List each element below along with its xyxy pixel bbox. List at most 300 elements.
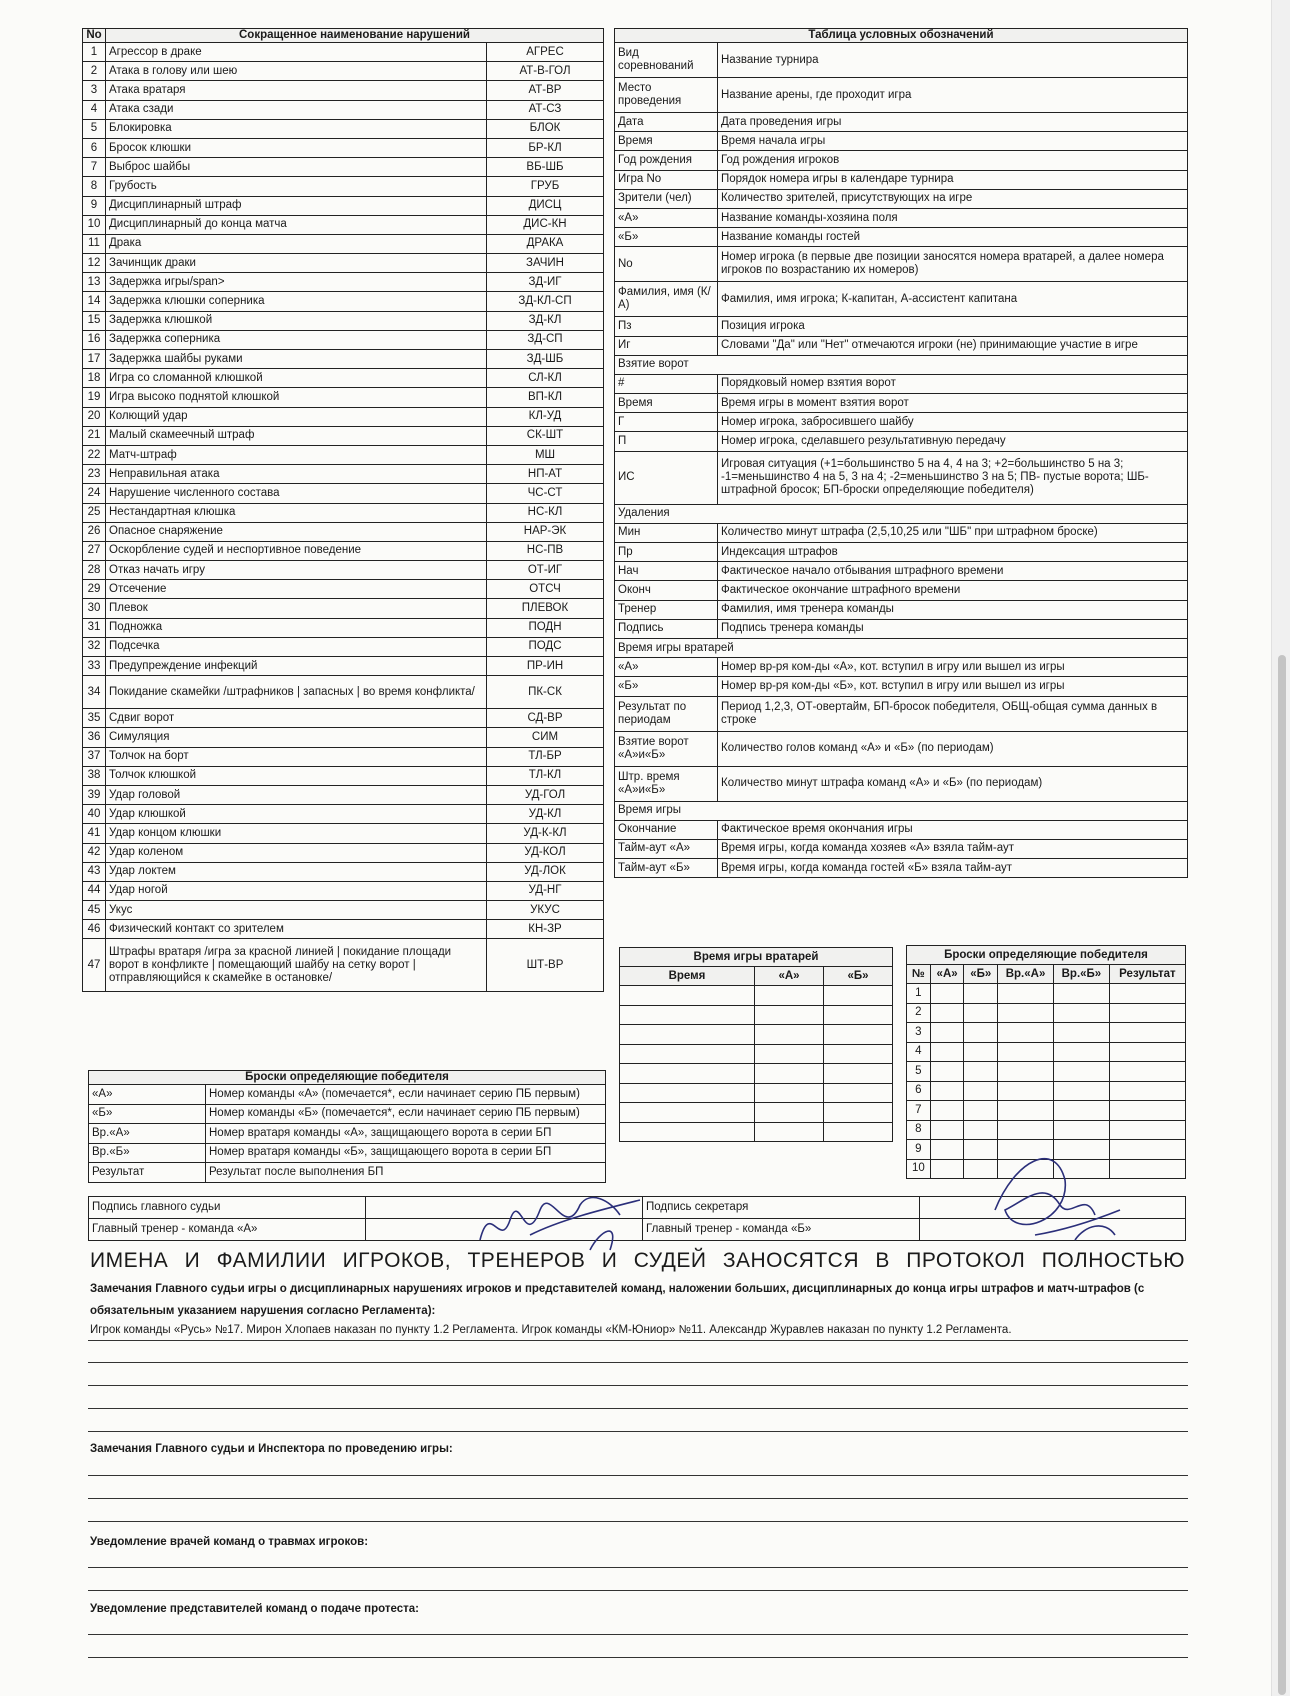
violation-name: Удар клюшкой [106,805,487,824]
violation-name: Дисциплинарный штраф [106,196,487,215]
violation-row [83,292,604,311]
violation-row [83,657,604,676]
legend-key: Вид соревнований [615,43,718,78]
shootout-cell[interactable] [964,1120,998,1140]
violation-row [83,215,604,234]
violation-number: 6 [83,138,106,157]
injuries-line[interactable] [88,1590,1188,1591]
violation-code: ГРУБ [487,177,604,196]
legend-key: Пз [615,317,718,336]
violation-row [83,138,604,157]
violation-name: Подсечка [106,637,487,656]
shootout-col-header: Результат [1109,965,1185,984]
violation-number: 5 [83,119,106,138]
shootout-cell[interactable] [930,1042,964,1062]
violation-code: ЗАЧИН [487,254,604,273]
violation-row [83,747,604,766]
violation-name: Дисциплинарный до конца матча [106,215,487,234]
violation-code: БР-КЛ [487,138,604,157]
legend-key: No [615,247,718,282]
legend-row [615,132,1188,151]
shootout-cell[interactable] [930,1003,964,1023]
legend-value: Номер вр-ря ком-ды «А», кот. вступил в игру или вышел из игры [718,658,1188,677]
shootout-cell[interactable] [1053,1062,1109,1082]
violation-number: 19 [83,388,106,407]
violation-number: 46 [83,920,106,939]
legend-key: «Б» [615,228,718,247]
violation-row [83,805,604,824]
legend-value: Время начала игры [718,132,1188,151]
goalie-time-cell[interactable] [620,1044,755,1064]
violation-code: ВП-КЛ [487,388,604,407]
violation-code: ПОДН [487,618,604,637]
shootout-legend-value: Результат после выполнения БП [206,1163,606,1183]
banner-word: ИГРОКОВ, [342,1249,452,1272]
violation-row [83,901,604,920]
violation-name: Задержка шайбы руками [106,350,487,369]
legend-value: Номер игрока, сделавшего результативную передачу [718,432,1188,451]
legend-section-title: Время игры [615,801,1188,820]
violations-header-name: Сокращенное наименование нарушений [106,29,604,43]
shootout-cell[interactable] [1109,1003,1185,1023]
goalie-time-cell[interactable] [620,1083,755,1103]
violation-row [83,522,604,541]
shootout-cell[interactable] [998,1120,1054,1140]
remark-line [88,1385,1188,1386]
violation-number: 40 [83,805,106,824]
shootout-cell[interactable] [930,1062,964,1082]
violation-number: 9 [83,196,106,215]
legend-key: Мин [615,523,718,542]
violation-row [83,862,604,881]
violation-number: 33 [83,657,106,676]
legend-key: Оконч [615,581,718,600]
legend-row [615,766,1188,801]
shootout-legend-key: «Б» [89,1104,206,1124]
banner-word: И [184,1249,201,1272]
violation-name: Нестандартная клюшка [106,503,487,522]
violation-row [83,350,604,369]
shootout-row [907,1042,1186,1062]
violation-code: АГРЕС [487,43,604,62]
legend-value: Индексация штрафов [718,543,1188,562]
violation-name: Отсечение [106,580,487,599]
legend-value: Фактическое время окончания игры [718,820,1188,839]
legend-row [615,562,1188,581]
violation-number: 43 [83,862,106,881]
violation-name: Драка [106,234,487,253]
legend-key: Зрители (чел) [615,189,718,208]
goalie-time-cell[interactable] [824,1025,893,1045]
violation-code: УКУС [487,901,604,920]
goalie-time-col-time: Время [620,967,755,986]
legend-key: Время [615,394,718,413]
violation-code: ЗД-КЛ-СП [487,292,604,311]
violation-code: УД-КОЛ [487,843,604,862]
legend-key: Подпись [615,619,718,638]
violation-row [83,580,604,599]
legend-row [615,43,1188,78]
shootout-legend-title: Броски определяющие победителя [89,1071,606,1085]
violation-name: Игра высоко поднятой клюшкой [106,388,487,407]
violation-code: ПЛЕВОК [487,599,604,618]
goalie-time-cell[interactable] [755,1005,824,1025]
shootout-cell[interactable] [998,984,1054,1004]
violation-name: Отказ начать игру [106,561,487,580]
violation-code: ДРАКА [487,234,604,253]
shootout-cell[interactable] [998,1062,1054,1082]
legend-row [615,451,1188,504]
violation-row [83,426,604,445]
legend-key: «А» [615,208,718,227]
violation-row [83,273,604,292]
banner-word: ТРЕНЕРОВ [467,1249,586,1272]
goalie-time-cell[interactable] [620,986,755,1006]
violation-code: КН-ЗР [487,920,604,939]
violation-row [83,311,604,330]
legend-title: Таблица условных обозначений [615,29,1188,43]
violation-row [83,881,604,900]
violation-code: ЗД-КЛ [487,311,604,330]
legend-key: Фамилия, имя (К/А) [615,282,718,317]
goalie-time-cell[interactable] [755,1044,824,1064]
goalie-time-cell[interactable] [755,1083,824,1103]
goalie-time-cell[interactable] [824,1064,893,1084]
violation-name: Толчок на борт [106,747,487,766]
shootout-cell[interactable] [964,1023,998,1043]
shootout-cell[interactable] [1053,984,1109,1004]
legend-row [615,113,1188,132]
goalie-time-cell[interactable] [824,1083,893,1103]
shootout-cell[interactable] [930,1101,964,1121]
violation-number: 22 [83,445,106,464]
legend-section-title: Удаления [615,504,1188,523]
inspector-remarks-label: Замечания Главного судьи и Инспектора по проведению игры: [90,1443,453,1455]
legend-value: Количество минут штрафа команд «А» и «Б» (по периодам) [718,766,1188,801]
violation-name: Задержка игры/span> [106,273,487,292]
legend-section-row [615,638,1188,657]
violation-row [83,676,604,709]
violation-number: 29 [83,580,106,599]
legend-value: Игровая ситуация (+1=большинство 5 на 4, 4 на 3; +2=большинство 5 на 3; -1=меньшинство 4 на 5, 3 на 4; -2=меньшинство 3 на 5; ПВ- пустые ворота; ШБ-штрафной бросок; БП-броски определяющие победителя) [718,451,1188,504]
shootout-legend-value: Номер команды «Б» (помечается*, если начинает серию ПБ первым) [206,1104,606,1124]
shootout-cell[interactable] [998,1003,1054,1023]
legend-value: Позиция игрока [718,317,1188,336]
legend-row [615,523,1188,542]
goalie-time-cell[interactable] [824,1122,893,1142]
shootout-row [907,1120,1186,1140]
violation-name: Плевок [106,599,487,618]
goalie-time-row [620,1005,893,1025]
goalie-time-cell[interactable] [620,1122,755,1142]
violation-row [83,81,604,100]
violation-number: 45 [83,901,106,920]
violation-name: Атака сзади [106,100,487,119]
violation-name: Малый скамеечный штраф [106,426,487,445]
legend-key: Нач [615,562,718,581]
goalie-time-cell[interactable] [620,1025,755,1045]
legend-key: Пр [615,543,718,562]
banner-word: ПРОТОКОЛ [906,1249,1026,1272]
violation-number: 12 [83,254,106,273]
legend-key: Дата [615,113,718,132]
violation-number: 11 [83,234,106,253]
violation-code: ОТСЧ [487,580,604,599]
shootout-legend-table [88,1070,606,1183]
goalie-time-cell[interactable] [824,1103,893,1123]
violation-name: Удар ногой [106,881,487,900]
shootout-cell[interactable] [1053,1101,1109,1121]
shootout-cell[interactable] [1053,1023,1109,1043]
violation-code: ЗД-СП [487,330,604,349]
shootout-cell[interactable] [964,1042,998,1062]
shootout-legend-value: Номер вратаря команды «А», защищающего ворота в серии БП [206,1124,606,1144]
legend-value: Фамилия, имя тренера команды [718,600,1188,619]
shootout-row [907,984,1186,1004]
violation-number: 21 [83,426,106,445]
legend-section-row [615,504,1188,523]
violation-row [83,824,604,843]
shootout-cell[interactable] [1109,1101,1185,1121]
shootout-cell[interactable] [964,1003,998,1023]
legend-key: П [615,432,718,451]
shootout-legend-row [89,1104,606,1124]
violation-name: Сдвиг ворот [106,709,487,728]
violation-name: Удар концом клюшки [106,824,487,843]
violation-number: 47 [83,939,106,992]
legend-value: Подпись тренера команды [718,619,1188,638]
violation-code: МШ [487,445,604,464]
shootout-cell[interactable] [964,1081,998,1101]
shootout-cell[interactable] [1053,1120,1109,1140]
violation-code: ДИСЦ [487,196,604,215]
shootout-cell[interactable] [1053,1042,1109,1062]
goalie-time-cell[interactable] [824,1005,893,1025]
violations-table [82,28,604,992]
legend-value: Фактическое начало отбывания штрафного времени [718,562,1188,581]
names-notice-banner [90,1249,1185,1273]
shootout-cell[interactable] [964,984,998,1004]
shootout-col-header: «А» [930,965,964,984]
goalie-time-table [619,947,893,1142]
shootout-legend-key: Вр.«А» [89,1124,206,1144]
violation-number: 32 [83,637,106,656]
violation-code: СЛ-КЛ [487,369,604,388]
violation-name: Атака в голову или шею [106,62,487,81]
secretary-signature-scribble [975,1140,1125,1250]
legend-row [615,394,1188,413]
shootout-cell[interactable] [930,984,964,1004]
banner-word: ФАМИЛИИ [216,1249,327,1272]
legend-key: ИС [615,451,718,504]
violation-number: 14 [83,292,106,311]
shootout-cell[interactable] [998,1081,1054,1101]
violation-name: Покидание скамейки /штрафников | запасных | во время конфликта/ [106,676,487,709]
banner-word: ЗАНОСЯТСЯ [722,1249,859,1272]
goalie-time-cell[interactable] [824,1044,893,1064]
goalie-time-cell[interactable] [755,1064,824,1084]
violation-row [83,445,604,464]
protest-line[interactable] [88,1634,1188,1635]
violation-name: Неправильная атака [106,465,487,484]
violations-header-no: No [83,29,106,43]
inspector-remark-line[interactable] [88,1498,1188,1499]
violation-row [83,100,604,119]
legend-row [615,282,1188,317]
goalie-time-row [620,1025,893,1045]
shootout-cell[interactable] [998,1042,1054,1062]
legend-key: Тайм-аут «А» [615,839,718,858]
violation-code: НС-ПВ [487,541,604,560]
shootout-cell[interactable] [998,1101,1054,1121]
violation-row [83,62,604,81]
legend-value: Номер игрока, забросившего шайбу [718,413,1188,432]
goalie-time-cell[interactable] [620,1064,755,1084]
vertical-scrollbar[interactable] [1271,0,1290,1696]
violation-code: УД-К-КЛ [487,824,604,843]
violation-name: Симуляция [106,728,487,747]
violation-code: УД-КЛ [487,805,604,824]
violation-name: Задержка клюшкой [106,311,487,330]
violation-number: 42 [83,843,106,862]
violation-code: ПК-СК [487,676,604,709]
legend-key: «А» [615,658,718,677]
shootout-row-number: 10 [907,1159,931,1179]
violation-name: Удар головой [106,785,487,804]
injuries-line[interactable] [88,1567,1188,1568]
violation-number: 26 [83,522,106,541]
violation-row [83,388,604,407]
goalie-time-cell[interactable] [755,986,824,1006]
violation-name: Удар коленом [106,843,487,862]
legend-key: Иг [615,336,718,355]
shootout-cell[interactable] [930,1081,964,1101]
shootout-row-number: 1 [907,984,931,1004]
violation-row [83,637,604,656]
shootout-cell[interactable] [1109,984,1185,1004]
violation-row [83,234,604,253]
shootout-row-number: 6 [907,1081,931,1101]
legend-key: «Б» [615,677,718,696]
legend-value: Название команды гостей [718,228,1188,247]
remark-line [88,1431,1188,1432]
shootout-cell[interactable] [930,1159,964,1179]
legend-value: Количество голов команд «А» и «Б» (по периодам) [718,731,1188,766]
shootout-row-number: 8 [907,1120,931,1140]
disciplinary-remarks-text[interactable]: Игрок команды «Русь» №17. Мирон Хлопаев наказан по пункту 1.2 Регламента. Игрок команды «КМ-Юниор» №11. Александр Журавлев наказан по пункту 1.2 Регламента. [90,1324,1012,1336]
violation-row [83,177,604,196]
shootout-cell[interactable] [1053,1081,1109,1101]
violation-row [83,330,604,349]
shootout-cell[interactable] [1053,1003,1109,1023]
violation-row [83,599,604,618]
violation-number: 27 [83,541,106,560]
goalie-time-cell[interactable] [824,986,893,1006]
violation-code: ЗД-ШБ [487,350,604,369]
shootout-cell[interactable] [1109,1042,1185,1062]
shootout-cell[interactable] [930,1023,964,1043]
banner-word: В [875,1249,890,1272]
legend-key: Игра No [615,170,718,189]
legend-row [615,170,1188,189]
violation-code: УД-ГОЛ [487,785,604,804]
shootout-row [907,1062,1186,1082]
violation-row [83,785,604,804]
shootout-row-number: 5 [907,1062,931,1082]
goalie-time-cell[interactable] [755,1025,824,1045]
legend-value: Дата проведения игры [718,113,1188,132]
violation-code: ПОДС [487,637,604,656]
legend-value: Номер игрока (в первые две позиции заносятся номера вратарей, а далее номера игроков по возрастанию их номеров) [718,247,1188,282]
injuries-notice-label: Уведомление врачей команд о травмах игроков: [90,1536,369,1548]
shootout-cell[interactable] [930,1140,964,1160]
legend-row [615,600,1188,619]
violation-number: 13 [83,273,106,292]
violation-name: Удар локтем [106,862,487,881]
goalie-time-cell[interactable] [620,1103,755,1123]
violation-code: ОТ-ИГ [487,561,604,580]
legend-key: Окончание [615,820,718,839]
inspector-remark-line[interactable] [88,1521,1188,1522]
shootout-row-number: 9 [907,1140,931,1160]
shootout-col-header: № [907,965,931,984]
violation-row [83,465,604,484]
violation-number: 8 [83,177,106,196]
shootout-cell[interactable] [964,1062,998,1082]
violation-number: 38 [83,766,106,785]
violation-code: КЛ-УД [487,407,604,426]
legend-value: Название арены, где проходит игра [718,78,1188,113]
violation-row [83,254,604,273]
legend-row [615,677,1188,696]
shootout-cell[interactable] [930,1120,964,1140]
shootout-row [907,1003,1186,1023]
shootout-cell[interactable] [998,1023,1054,1043]
shootout-cell[interactable] [1109,1023,1185,1043]
goalie-time-cell[interactable] [620,1005,755,1025]
violation-number: 4 [83,100,106,119]
coach-b-signature-label: Главный тренер - команда «Б» [643,1219,920,1241]
goalie-time-cell[interactable] [755,1103,824,1123]
violation-name: Колющий удар [106,407,487,426]
violation-name: Штрафы вратаря /игра за красной линией | покидание площади ворот в конфликте | помещающий шайбу на сетку ворот |отправляющийся к скамейке в остановке/ [106,939,487,992]
goalie-time-cell[interactable] [755,1122,824,1142]
shootout-cell[interactable] [1109,1081,1185,1101]
violation-number: 1 [83,43,106,62]
shootout-cell[interactable] [1109,1120,1185,1140]
violation-code: ТЛ-КЛ [487,766,604,785]
legend-key: Результат по периодам [615,696,718,731]
protest-line[interactable] [88,1657,1188,1658]
shootout-legend-value: Номер вратаря команды «Б», защищающего ворота в серии БП [206,1143,606,1163]
inspector-remark-line[interactable] [88,1475,1188,1476]
legend-value: Время игры в момент взятия ворот [718,394,1188,413]
violation-name: Агрессор в драке [106,43,487,62]
shootout-cell[interactable] [964,1101,998,1121]
shootout-cell[interactable] [1109,1062,1185,1082]
shootout-legend-row [89,1124,606,1144]
shootout-col-header: Вр.«Б» [1053,965,1109,984]
legend-value: Словами "Да" или "Нет" отмечаются игроки (не) принимающие участие в игре [718,336,1188,355]
violation-name: Выброс шайбы [106,158,487,177]
disciplinary-remarks-label-line2: обязательным указанием нарушения согласно Регламента): [90,1305,436,1317]
shootout-row-number: 4 [907,1042,931,1062]
violation-number: 2 [83,62,106,81]
violation-name: Атака вратаря [106,81,487,100]
scrollbar-thumb[interactable] [1278,655,1286,1695]
violation-row [83,728,604,747]
legend-row [615,543,1188,562]
